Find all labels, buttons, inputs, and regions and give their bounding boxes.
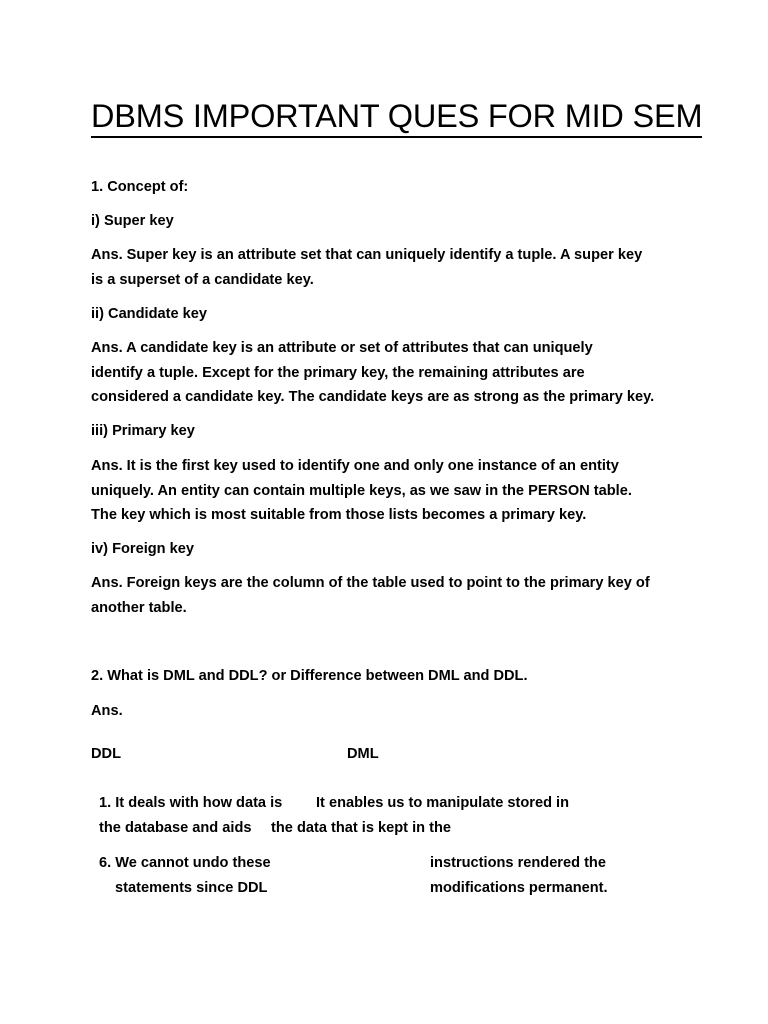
cell-line: 6. We cannot undo these <box>99 855 271 871</box>
cell-line: statements since DDL <box>115 879 268 896</box>
answer-line: Ans. A candidate key is an attribute or set of attributes that can uniquely <box>91 340 593 356</box>
answer-line: Ans. It is the first key used to identify one and only one instance of an entity <box>91 458 619 474</box>
q2-heading: 2. What is DML and DDL? or Difference between DML and DDL. <box>91 668 528 684</box>
answer-line: another table. <box>91 599 187 616</box>
answer-line: uniquely. An entity can contain multiple keys, as we saw in the PERSON table. <box>91 482 632 499</box>
q1-item-super-key-label: i) Super key <box>91 213 174 229</box>
cell-line: modifications permanent. <box>430 879 608 896</box>
row2-dml-cell <box>430 851 608 900</box>
q1-item-foreign-key-answer <box>91 571 650 620</box>
q1-item-foreign-key-label: iv) Foreign key <box>91 541 194 557</box>
q1-item-primary-key-label: iii) Primary key <box>91 423 195 439</box>
document-title: DBMS IMPORTANT QUES FOR MID SEM <box>91 96 702 138</box>
q1-item-candidate-key-label: ii) Candidate key <box>91 306 207 322</box>
q2-ans-label: Ans. <box>91 703 123 719</box>
row2-ddl-cell <box>99 851 271 900</box>
column-header-ddl: DDL <box>91 746 121 762</box>
q1-item-primary-key-answer <box>91 454 632 528</box>
answer-line: is a superset of a candidate key. <box>91 271 314 288</box>
answer-line: The key which is most suitable from those lists becomes a primary key. <box>91 507 587 523</box>
answer-line: Ans. Super key is an attribute set that can uniquely identify a tuple. A super key <box>91 247 643 263</box>
cell-line: the data that is kept in the <box>271 819 452 836</box>
row1-dml-cell <box>271 791 569 840</box>
answer-line: considered a candidate key. The candidate keys are as strong as the primary key. <box>91 389 655 405</box>
row1-ddl-cell <box>99 791 282 840</box>
cell-line: the database and aids <box>99 819 252 836</box>
q1-item-candidate-key-answer <box>91 336 654 410</box>
column-header-dml: DML <box>347 746 379 762</box>
cell-line: instructions rendered the <box>430 855 606 871</box>
answer-line: identify a tuple. Except for the primary key, the remaining attributes are <box>91 364 585 381</box>
answer-line: Ans. Foreign keys are the column of the table used to point to the primary key of <box>91 575 650 591</box>
cell-line: It enables us to manipulate stored in <box>316 795 570 811</box>
q1-heading: 1. Concept of: <box>91 179 189 195</box>
cell-line: 1. It deals with how data is <box>99 795 283 811</box>
q1-item-super-key-answer <box>91 243 642 292</box>
